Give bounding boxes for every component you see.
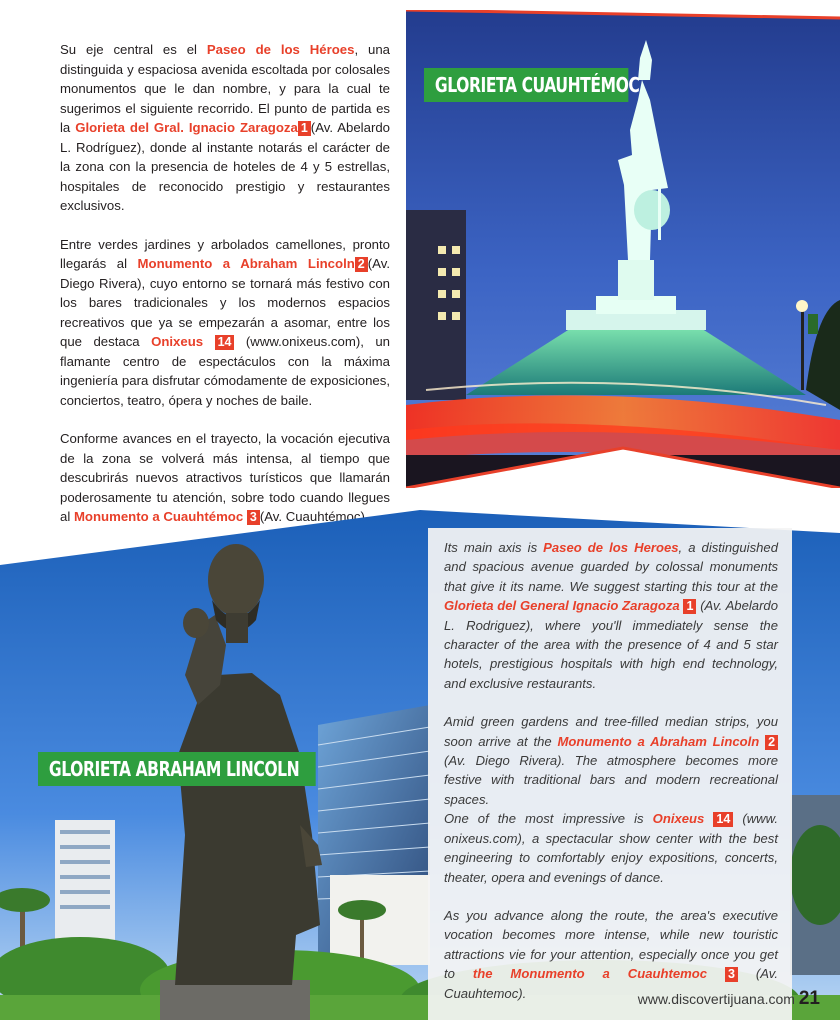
en-paragraph-1 xyxy=(444,538,778,693)
highlight-monumento-lincoln: Monumento a Abraham Lincoln xyxy=(137,256,355,271)
page-footer xyxy=(638,988,820,1010)
location-number-badge: 1 xyxy=(683,599,696,614)
text: Su eje central es el xyxy=(60,42,207,57)
es-paragraph-1 xyxy=(60,40,390,216)
text: , a distinguished and spacious avenue guarded by colossal monuments that give it its name. We suggest starting this tour at the xyxy=(444,540,778,594)
location-number-badge: 3 xyxy=(725,967,738,982)
location-number-badge: 3 xyxy=(247,510,260,525)
highlight-paseo-de-los-heroes: Paseo de los Héroes xyxy=(206,42,355,57)
text: (Av. Cuauhtémoc). xyxy=(259,509,369,524)
location-number-badge: 2 xyxy=(355,257,368,272)
label-text: GLORIETA ABRAHAM LINCOLN xyxy=(48,757,300,781)
text: (Av. Cuauhtemoc). xyxy=(444,966,778,1001)
en-paragraph-2 xyxy=(444,712,778,809)
text: (Av. Diego Rivera). The atmosphere becomes more festive with traditional bars and modern recreational spaces. xyxy=(444,753,778,807)
location-number-badge: 14 xyxy=(215,335,235,350)
highlight-monumento-cuauhtemoc: Monumento a Cuauhtémoc xyxy=(73,509,244,524)
text: (Av. Abelardo L. Rodriguez), where you'll immediately sense the character of the area with the presence of 4 and 5 star hotels, prestigious hospitals with high end technology, and exclusive restaurants. xyxy=(444,598,778,691)
highlight-onixeus: Onixeus xyxy=(652,811,705,827)
en-paragraph-3 xyxy=(444,809,778,887)
location-number-badge: 2 xyxy=(765,735,778,750)
label-glorieta-cuauhtemoc xyxy=(424,68,640,102)
location-number-badge: 1 xyxy=(298,121,311,136)
highlight-monumento-lincoln: Monumento a Abraham Lincoln xyxy=(557,733,760,749)
highlight-paseo-de-los-heroes: Paseo de los Heroes xyxy=(543,540,679,555)
text: (Av. Abelardo L. Rodríguez), donde al instante notarás el carácter de la zona con la presencia de hoteles de 4 y 5 estrellas, hospitales de reconocido prestigio y restaurantes exclusivos. xyxy=(60,120,390,213)
text: (www. onixeus.com), a spectacular show center with the best engineering to comfortably enjoy expositions, concerts, theater, opera and evenings of dance. xyxy=(444,811,779,885)
text: As you advance along the route, the area's executive vocation becomes more intense, while new touristic attractions vie for your attention, especially once you get to xyxy=(444,907,778,982)
highlight-monumento-cuauhtemoc: the Monumento a Cuauhtemoc xyxy=(472,966,708,982)
label-text: GLORIETA CUAUHTÉMOC xyxy=(434,73,640,97)
text: , una distinguida y espaciosa avenida escoltada por colosales monumentos que le dan nombre, y para la cual te sugerimos el siguiente recorrido. El punto de partida es la xyxy=(60,42,390,135)
highlight-onixeus: Onixeus xyxy=(151,334,204,349)
es-paragraph-2 xyxy=(60,235,390,411)
highlight-glorieta-zaragoza: Glorieta del Gral. Ignacio Zaragoza xyxy=(75,120,298,135)
text: Its main axis is xyxy=(444,540,544,555)
text: (Av. Diego Rivera), cuyo entorno se tornará más festivo con los bares tradicionales y los modernos espacios recreativos que ya se empezarán a asomar, entre los que destaca xyxy=(60,256,390,349)
text: Amid green gardens and tree-filled median strips, you soon arrive at the xyxy=(444,714,778,749)
spanish-text-column xyxy=(60,40,390,546)
website-url: www.discovertijuana.com xyxy=(637,991,795,1007)
text: One of the most impressive is xyxy=(444,811,653,827)
label-glorieta-abraham-lincoln xyxy=(38,752,316,786)
highlight-glorieta-zaragoza: Glorieta del General Ignacio Zaragoza xyxy=(444,598,680,614)
page-number: 21 xyxy=(798,988,820,1009)
text: Entre verdes jardines y arbolados camellones, pronto llegarás al xyxy=(60,236,390,271)
text: (www.onixeus.com), un flamante centro de espectáculos con la máxima ingeniería para disfrutar cómodamente de exposiciones, conciertos, teatro, ópera y noches de baile. xyxy=(60,334,390,408)
location-number-badge: 14 xyxy=(713,812,733,827)
text: Conforme avances en el trayecto, la vocación ejecutiva de la zona se volverá más intensa, al tiempo que descubrirás nuevos atractivos turísticos que llamarán poderosamente tu atención, sobre todo cuando llegues al xyxy=(60,431,390,524)
english-text-column xyxy=(444,538,778,1020)
